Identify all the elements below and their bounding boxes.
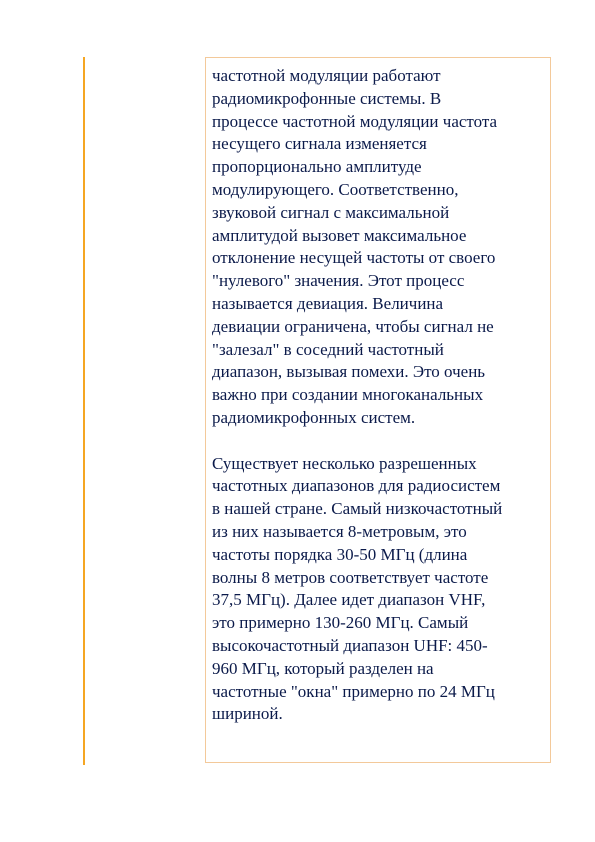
paragraph-frequency-modulation: частотной модуляции работают радиомикрофонные системы. В процессе частотной модуляции частота несущего сигнала изменяется пропорционально амплитуде модулирующего. Соответственно, звуковой сигнал с максимальной амплитудой вызовет максимальное отклонение несущей частоты от своего "нулевого" значения. Этот процесс называется девиация. Величина девиации ограничена, чтобы сигнал не "залезал" в соседний частотный диапазон, вызывая помехи. Это очень важно при создании многоканальных радиомикрофонных систем. [212,66,498,427]
left-margin-rule [83,57,85,765]
paragraph-frequency-bands: Существует несколько разрешенных частотных диапазонов для радиосистем в нашей стране. Самый низкочастотный из них называется 8-метровым, это частоты порядка 30-50 МГц (длина волны 8 метров соответствует частоте 37,5 МГц). Далее идет диапазон VHF, это примерно 130-260 МГц. Самый высокочастотный диапазон UHF: 450- 960 МГц, который разделен на частотные "окна" примерно по 24 МГц шириной. [212,453,503,724]
text-frame [205,57,551,763]
